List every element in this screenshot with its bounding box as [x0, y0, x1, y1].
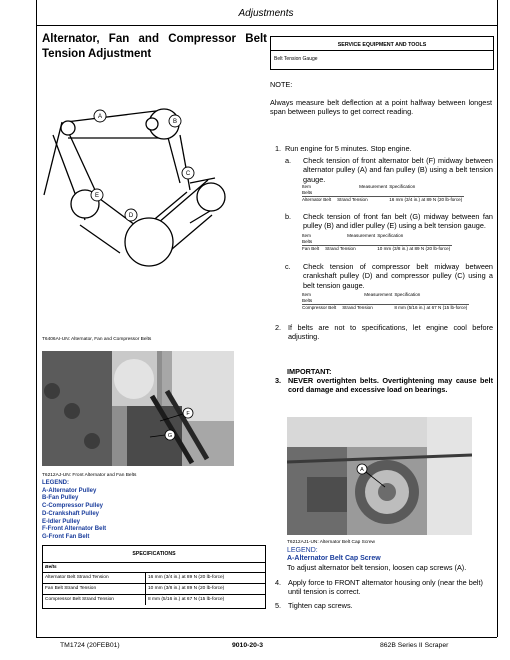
spec-item: Alternator Belt Strand Tension	[43, 573, 146, 583]
frame-right-top	[497, 0, 498, 26]
header-rule	[36, 25, 497, 26]
step-1: 1. Run engine for 5 minutes. Stop engine.	[275, 144, 493, 153]
alternator-photo	[287, 417, 472, 535]
photo1-caption: T6212AJ-UN: Front Alternator and Fan Belts	[42, 473, 137, 478]
photo2-caption: T6212AJ1-UN: Alternator Belt Cap Screw	[287, 540, 375, 545]
diagram-label-a: A	[97, 114, 103, 120]
note-label: NOTE:	[270, 80, 293, 89]
legend1-title: LEGEND:	[42, 480, 69, 486]
footer-model: 862B Series II Scraper	[380, 642, 449, 649]
spec-value: 8 mm (5/16 in.) at 67 N (15 lb-force)	[148, 597, 225, 602]
spec-item: Compressor Belt Strand Tension	[43, 595, 146, 605]
step-c: c. Check tension of compressor belt midway between crankshaft pulley (D) and compressor pulley (C) using a belt tension gauge.	[285, 262, 493, 290]
diagram-label-b: B	[172, 119, 178, 125]
alternator-pulley-outer	[61, 121, 75, 135]
step-2-text: If belts are not to specifications, let engine cool before adjusting.	[288, 323, 493, 342]
step-1-text: Run engine for 5 minutes. Stop engine.	[285, 144, 412, 153]
service-box-rule	[271, 50, 493, 51]
table-row	[43, 595, 265, 605]
service-equipment-box	[270, 36, 494, 70]
step-a: a. Check tension of front alternator belt (F) midway between alternator pulley (A) and fan pulley (B) using a belt tension gauge.	[285, 156, 493, 184]
important-label: IMPORTANT:	[287, 367, 332, 376]
page-title: Alternator, Fan and Compressor Belt Tension Adjustment	[42, 33, 267, 60]
spec-value: 16 mm (3/4 in.) at 89 N (20 lb-force)	[148, 575, 225, 580]
table-row	[43, 584, 265, 595]
legend-2	[287, 547, 381, 563]
step-3: 3. NEVER overtighten belts. Overtightening may cause belt cord damage and excessive load on bearings.	[275, 376, 493, 395]
step-a-text: Check tension of front alternator belt (F) midway between alternator pulley (A) and fan pulley (B) using a belt tension gauge.	[303, 156, 493, 184]
footer-page-number: 9010-20-3	[232, 642, 263, 649]
photo1-label-g: G	[167, 433, 173, 439]
legend1-item: E-Idler Pulley	[42, 518, 81, 525]
crankshaft-pulley-outer	[125, 218, 173, 266]
front-belts-photo	[42, 351, 234, 466]
photo1-label-f: F	[186, 411, 190, 417]
step-3-text: To adjust alternator belt tension, loosen cap screws (A).	[287, 563, 467, 572]
diagram-caption: T6406AI-UN: Alternator, Fan and Compressor Belts	[42, 337, 152, 342]
belt-diagram	[40, 105, 262, 330]
legend1-item: D-Crankshaft Pulley	[42, 510, 100, 517]
legend1-item: F-Front Alternator Belt	[42, 526, 107, 533]
specs-title: SPECIFICATIONS	[43, 546, 265, 563]
spec-value: 10 mm (3/8 in.) at 89 N (20 lb-force)	[148, 586, 225, 591]
note-text: Always measure belt deflection at a point halfway between longest span between pulleys to get correct reading.	[270, 98, 492, 117]
step-b-text: Check tension of front fan belt (G) midway between fan pulley (B) and idler pulley (E) using a belt tension gauge.	[303, 212, 493, 231]
diagram-label-d: D	[128, 213, 134, 219]
step-c-text: Check tension of compressor belt midway between crankshaft pulley (D) and compressor pulley (C) using a belt tension gauge.	[303, 262, 493, 290]
step-b-table: Item Measurement Specification Belts Fan Belt Strand Tension 10 mm (3/8 in.) at 89 N (20 lb-force)	[302, 233, 451, 251]
table-row	[43, 573, 265, 584]
step-4-text: Apply force to FRONT alternator housing only (near the belt) until tension is correct.	[288, 578, 483, 597]
step-4: 4. Apply force to FRONT alternator housing only (near the belt) until tension is correct.	[275, 578, 493, 597]
photo2-label-a: A	[360, 467, 364, 473]
step-5: 5. Tighten cap screws.	[275, 601, 493, 610]
photo1-labels	[42, 351, 234, 466]
step-b: b. Check tension of front fan belt (G) midway between fan pulley (B) and idler pulley (E) using a belt tension gauge.	[285, 212, 493, 231]
spec-item: Fan Belt Strand Tension	[43, 584, 146, 594]
service-box-item: Belt Tension Gauge	[274, 56, 318, 62]
specs-sub: Belts	[43, 563, 265, 573]
legend1-item: C-Compressor Pulley	[42, 503, 104, 510]
step-3-warning: NEVER overtighten belts. Overtightening may cause belt cord damage and excessive load on bearings.	[288, 376, 493, 395]
step-5-text: Tighten cap screws.	[288, 601, 353, 610]
step-2: 2. If belts are not to specifications, let engine cool before adjusting.	[275, 323, 493, 342]
frame-left-top	[36, 0, 37, 26]
legend1-item: B-Fan Pulley	[42, 495, 79, 502]
footer-rule	[36, 637, 497, 638]
frame-right	[497, 25, 498, 637]
legend-1	[42, 480, 106, 542]
footer-manual-id: TM1724 (20FEB01)	[60, 642, 120, 649]
photo2-labels	[287, 417, 472, 535]
diagram-label-e: E	[94, 193, 100, 199]
frame-left	[36, 25, 37, 637]
legend1-item: A-Alternator Pulley	[42, 487, 97, 494]
step-a-table: Item Measurement Specification Belts Alternator Belt Strand Tension 16 mm (3/4 in.) at 89 N (20 lb-force)	[302, 184, 463, 202]
legend2-item: A-Alternator Belt Cap Screw	[287, 555, 381, 563]
diagram-label-c: C	[185, 171, 191, 177]
legend2-title: LEGEND:	[287, 547, 318, 554]
specs-table	[42, 545, 266, 609]
legend1-item: G-Front Fan Belt	[42, 533, 90, 540]
compressor-pulley-outer	[197, 183, 225, 211]
step-c-table: Item Measurement Specification Belts Compressor Belt Strand Tension 8 mm (5/16 in.) at 67 N (15 lb-force)	[302, 292, 468, 310]
service-box-heading: SERVICE EQUIPMENT AND TOOLS	[337, 42, 427, 48]
section-header: Adjustments	[238, 8, 294, 19]
